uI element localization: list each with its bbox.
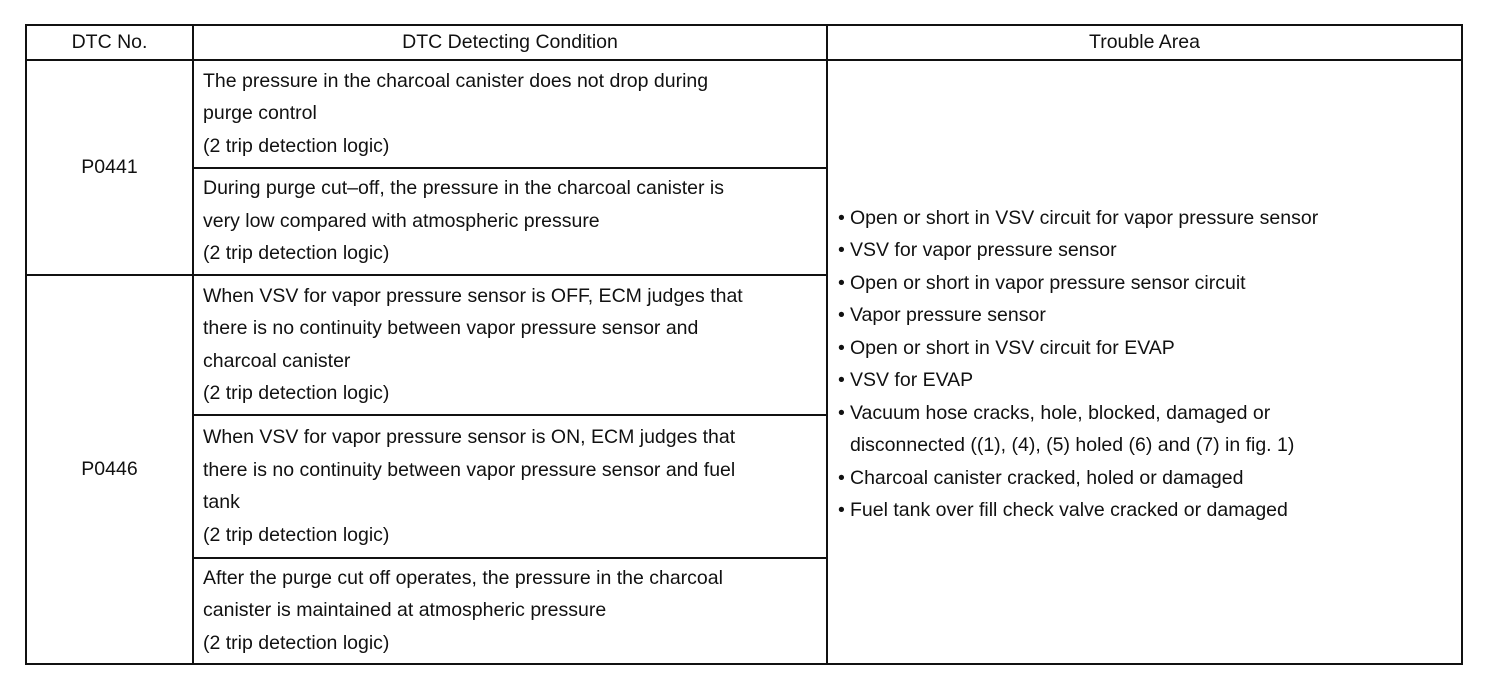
condition-line: tank: [203, 491, 240, 513]
trouble-item: • Charcoal canister cracked, holed or damaged: [838, 462, 1461, 495]
bullet-icon: •: [838, 401, 845, 424]
bullet-icon: •: [838, 369, 845, 391]
condition-line: (2 trip detection logic): [203, 134, 390, 157]
condition-line: there is no continuity between vapor pressure sensor and fuel: [203, 458, 736, 481]
condition-line: there is no continuity between vapor pressure sensor and: [203, 317, 699, 339]
dtc-code-p0441: P0441: [26, 60, 193, 275]
condition-line: (2 trip detection logic): [203, 631, 390, 654]
trouble-item: • Open or short in VSV circuit for vapor pressure sensor: [838, 202, 1461, 235]
condition-cell: [193, 558, 827, 664]
condition-line: purge control: [203, 102, 317, 125]
condition-line: After the purge cut off operates, the pressure in the charcoal: [203, 566, 723, 589]
condition-line: When VSV for vapor pressure sensor is OFF, ECM judges that: [203, 284, 743, 307]
trouble-item: • Open or short in vapor pressure sensor circuit: [838, 267, 1461, 300]
bullet-icon: •: [838, 304, 845, 326]
condition-line: (2 trip detection logic): [203, 242, 390, 265]
bullet-icon: •: [838, 239, 845, 261]
trouble-item: • Open or short in VSV circuit for EVAP: [838, 332, 1461, 365]
condition-line: When VSV for vapor pressure sensor is ON, ECM judges that: [203, 426, 736, 448]
dtc-table: [25, 24, 1463, 665]
header-trouble-area: Trouble Area: [827, 25, 1462, 60]
condition-line: (2 trip detection logic): [203, 523, 390, 546]
condition-line: (2 trip detection logic): [203, 382, 390, 404]
trouble-item: • VSV for EVAP: [838, 364, 1461, 397]
condition-line: charcoal canister: [203, 349, 351, 372]
table-row: [26, 60, 1462, 168]
condition-line: very low compared with atmospheric pressure: [203, 209, 600, 232]
condition-cell: [193, 415, 827, 558]
trouble-item: • Vacuum hose cracks, hole, blocked, damaged or disconnected ((1), (4), (5) holed (6) and (7) in fig. 1): [838, 397, 1461, 462]
trouble-item: • Vapor pressure sensor: [838, 299, 1461, 332]
trouble-area-list: [838, 202, 1461, 527]
bullet-icon: •: [838, 336, 845, 359]
condition-cell: [193, 168, 827, 275]
condition-cell: [193, 275, 827, 415]
dtc-code-p0446: P0446: [26, 275, 193, 664]
trouble-item: • VSV for vapor pressure sensor: [838, 234, 1461, 267]
bullet-icon: •: [838, 499, 845, 521]
bullet-icon: •: [838, 206, 845, 229]
header-dtc-no: DTC No.: [26, 25, 193, 60]
bullet-icon: •: [838, 466, 845, 489]
trouble-item: • Fuel tank over fill check valve cracked or damaged: [838, 494, 1461, 527]
condition-cell: [193, 60, 827, 168]
header-detecting-condition: DTC Detecting Condition: [193, 25, 827, 60]
trouble-area-cell: [827, 60, 1462, 664]
bullet-icon: •: [838, 271, 845, 294]
condition-line: During purge cut–off, the pressure in the charcoal canister is: [203, 177, 725, 200]
header-row: [26, 25, 1462, 60]
condition-line: canister is maintained at atmospheric pressure: [203, 599, 607, 622]
condition-line: The pressure in the charcoal canister does not drop during: [203, 69, 709, 92]
